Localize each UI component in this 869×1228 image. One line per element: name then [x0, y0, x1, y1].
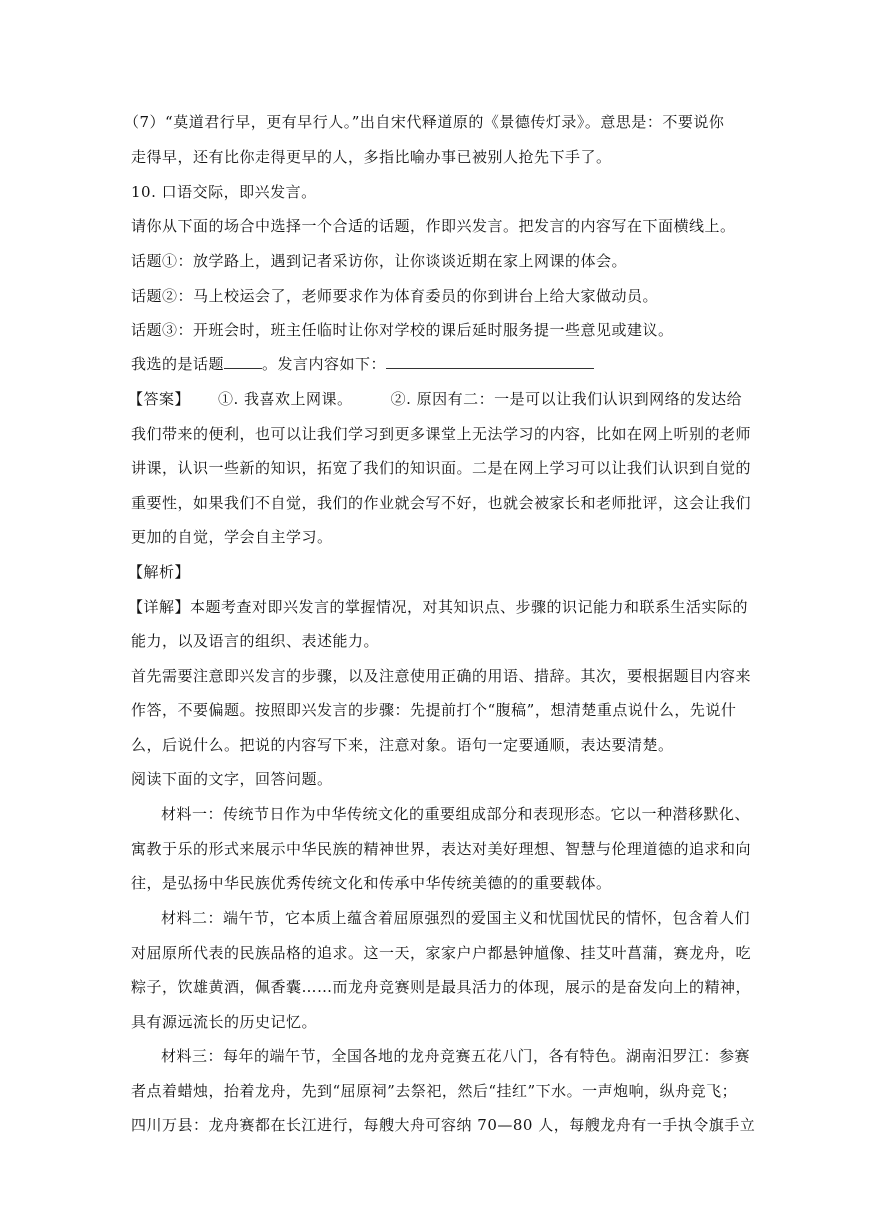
- answer-prompt-line: [131, 354, 594, 374]
- analysis-label: 【解析】: [128, 563, 191, 581]
- answer-prompt-text-2: 。发言内容如下：: [262, 355, 387, 373]
- answer-line: [128, 389, 742, 409]
- text-line: 【详解】本题考查对即兴发言的掌握情况，对其知识点、步骤的识记能力和联系生活实际的: [128, 598, 749, 616]
- text-line: 四川万县：龙舟赛都在长江进行，每艘大舟可容纳 70—80 人，每艘龙舟有一手执令旗手立: [131, 1116, 756, 1134]
- topic-3: 话题③：开班会时，班主任临时让你对学校的课后延时服务提一些意见或建议。: [131, 321, 674, 339]
- text-line: 作答，不要偏题。按照即兴发言的步骤：先提前打个“腹稿”，想清楚重点说什么，先说什: [131, 701, 737, 719]
- text-line: 具有源远流长的历史记忆。: [131, 1013, 318, 1031]
- answer-part-1: ①. 我喜欢上网课。: [218, 390, 353, 408]
- material-3: 材料三：每年的端午节，全国各地的龙舟竞赛五花八门，各有特色。湖南汨罗江：参赛: [161, 1047, 751, 1065]
- content-blank: [386, 354, 594, 369]
- topic-1: 话题①：放学路上，遇到记者采访你，让你谈谈近期在家上网课的体会。: [131, 252, 628, 270]
- topic-blank: [224, 354, 262, 369]
- text-line: 粽子，饮雄黄酒，佩香囊……而龙舟竞赛则是最具活力的体现，展示的是奋发向上的精神，: [131, 978, 752, 996]
- text-line: 重要性，如果我们不自觉，我们的作业就会写不好，也就会被家长和老师批评，这会让我们: [131, 494, 752, 512]
- text-line: 走得早，还有比你走得更早的人，多指比喻办事已被别人抢先下手了。: [131, 148, 612, 166]
- material-2: 材料二：端午节，它本质上蕴含着屈原强烈的爱国主义和忧国忧民的情怀，包含着人们: [161, 909, 751, 927]
- text-line: 请你从下面的场合中选择一个合适的话题，作即兴发言。把发言的内容写在下面横线上。: [131, 217, 736, 235]
- text-line: 能力，以及语言的组织、表述能力。: [131, 632, 380, 650]
- topic-2: 话题②：马上校运会了，老师要求作为体育委员的你到讲台上给大家做动员。: [131, 287, 659, 305]
- text-line: 更加的自觉，学会自主学习。: [131, 528, 333, 546]
- answer-prompt-text: 我选的是话题: [131, 355, 225, 373]
- material-1: 材料一：传统节日作为中华传统文化的重要组成部分和表现形态。它以一种潜移默化、: [161, 805, 751, 823]
- text-line: （7）“莫道君行早，更有早行人。”出自宋代释道原的《景德传灯录》。意思是：不要说你: [124, 113, 725, 131]
- text-line: 对屈原所代表的民族品格的追求。这一天，家家户户都悬钟馗像、挂艾叶菖蒲，赛龙舟，吃: [131, 944, 752, 962]
- text-line: 往，是弘扬中华民族优秀传统文化和传承中华传统美德的的重要载体。: [131, 874, 612, 892]
- text-line: 寓教于乐的形式来展示中华民族的精神世界，表达对美好理想、智慧与伦理道德的追求和向: [131, 840, 752, 858]
- reading-instruction: 阅读下面的文字，回答问题。: [131, 770, 333, 788]
- text-line: 讲课，认识一些新的知识，拓宽了我们的知识面。二是在网上学习可以让我们认识到自觉的: [131, 459, 752, 477]
- text-line: 首先需要注意即兴发言的步骤，以及注意使用正确的用语、措辞。其次，要根据题目内容来: [131, 667, 752, 685]
- text-line: 我们带来的便利，也可以让我们学习到更多课堂上无法学习的内容，比如在网上听别的老师: [131, 425, 752, 443]
- text-line: 么，后说什么。把说的内容写下来，注意对象。语句一定要通顺，表达要清楚。: [131, 736, 674, 754]
- question-heading: 10. 口语交际，即兴发言。: [131, 183, 317, 201]
- text-line: 者点着蜡烛，抬着龙舟，先到“屈原祠”去祭祀，然后“挂红”下水。一声炮响，纵舟竞飞；: [131, 1082, 738, 1100]
- answer-label: 【答案】: [128, 390, 191, 408]
- answer-part-2: ②. 原因有二：一是可以让我们认识到网络的发达给: [390, 390, 743, 408]
